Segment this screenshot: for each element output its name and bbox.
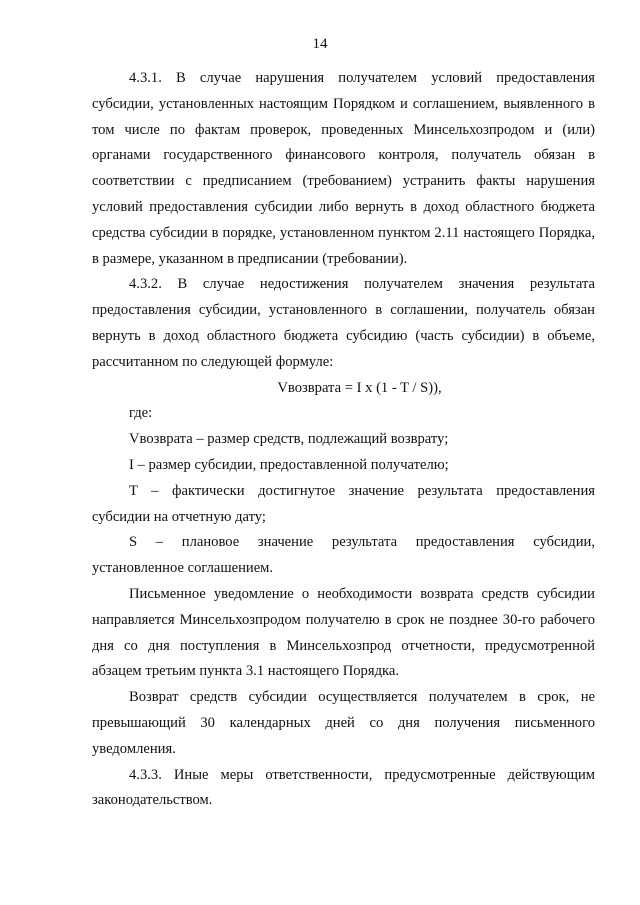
page-number: 14 (312, 36, 328, 52)
paragraph-notice: Письменное уведомление о необходимости возврата средств субсидии направляется Минсельхозпродом получателю в срок не позднее 30-го рабочего дня со дня поступления в Минсельхозпрод отчетности, предусмотренной абзацем третьим пункта 3.1 настоящего Порядка. (92, 585, 595, 680)
document-body (92, 66, 595, 814)
definition-t: T – фактически достигнутое значение результата предоставления субсидии на отчетную дату; (92, 482, 595, 525)
definition-v: Vвозврата – размер средств, подлежащий возврату; (129, 431, 449, 448)
paragraph-4-3-2: 4.3.2. В случае недостижения получателем значения результата предоставления субсидии, установленного в соглашении, получатель обязан вернуть в доход областного бюджета субсидию (часть субсидии) в объеме, рассчитанном по следующей формуле: (92, 276, 595, 370)
definition-s: S – плановое значение результата предоставления субсидии, установленное соглашением. (92, 534, 595, 577)
formula: Vвозврата = I x (1 - T / S)), (277, 379, 442, 396)
where-label: где: (129, 405, 153, 422)
paragraph-4-3-1: 4.3.1. В случае нарушения получателем условий предоставления субсидии, установленных настоящим Порядком и соглашением, выявленного в том числе по фактам проверок, проведенных Минсельхозпродом и (или) органами государственного финансового контроля, получатель обязан в соответствии с предписанием (требованием) устранить факты нарушения условий предоставления субсидии либо вернуть в доход областного бюджета средства субсидии в порядке, установленном пунктом 2.11 настоящего Порядка, в размере, указанном в предписании (требовании). (92, 70, 595, 267)
paragraph-4-3-3: 4.3.3. Иные меры ответственности, предусмотренные действующим законодательством. (92, 766, 595, 809)
definition-i: I – размер субсидии, предоставленной получателю; (129, 456, 449, 473)
paragraph-return: Возврат средств субсидии осуществляется получателем в срок, не превышающий 30 календарных дней со дня получения письменного уведомления. (92, 689, 595, 757)
